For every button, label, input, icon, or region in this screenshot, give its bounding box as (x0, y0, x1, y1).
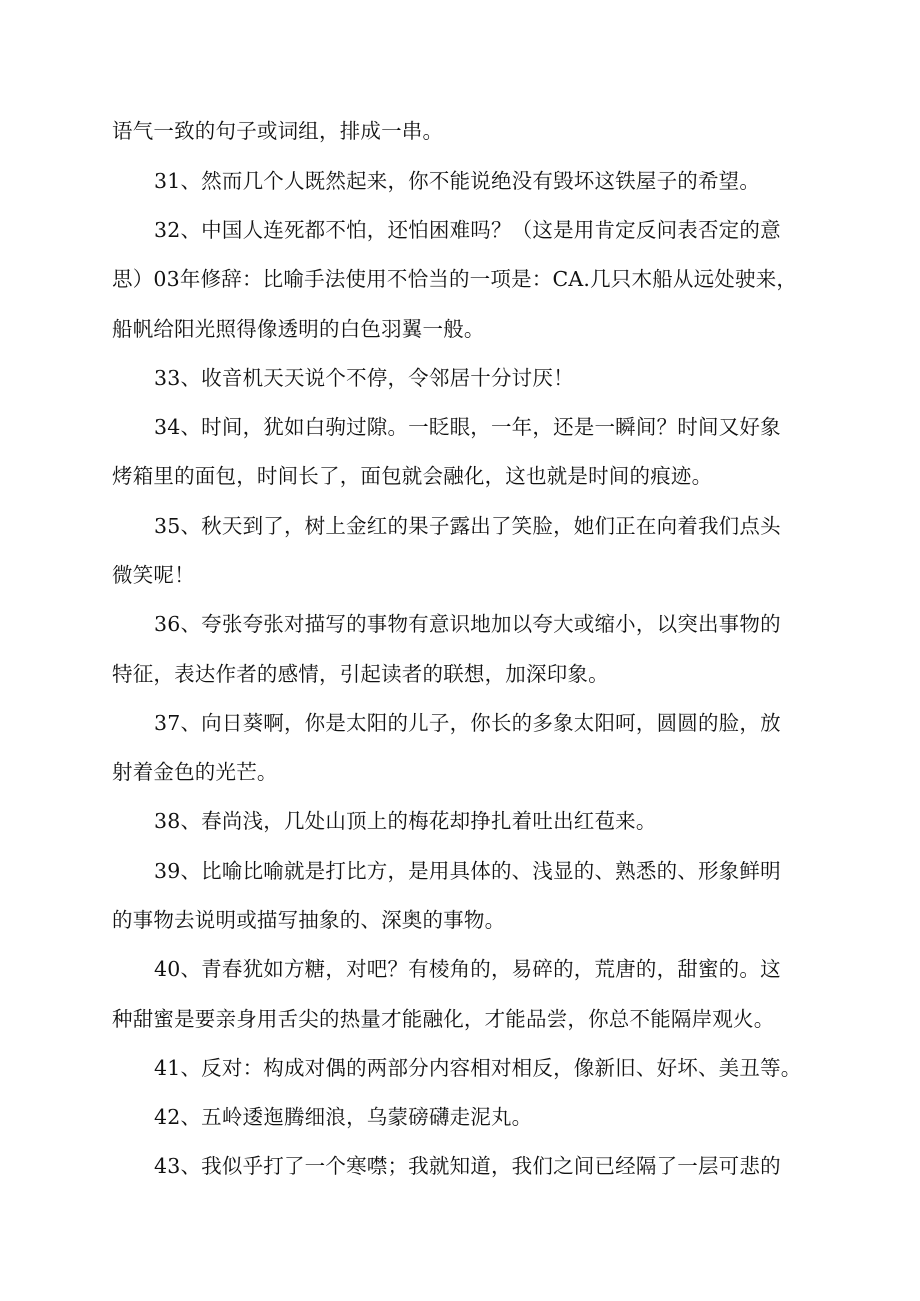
text-line: 31、然而几个人既然起来，你不能说绝没有毁坏这铁屋子的希望。 (154, 169, 761, 193)
text-line: 特征，表达作者的感情，引起读者的联想，加深印象。 (112, 662, 609, 686)
text-line: 40、青春犹如方糖，对吧？有棱角的，易碎的，荒唐的，甜蜜的。这 (154, 957, 781, 981)
text-line: 微笑呢！ (112, 563, 195, 587)
text-line: 33、收音机天天说个不停，令邻居十分讨厌！ (154, 366, 574, 390)
text-line: 思）03年修辞：比喻手法使用不恰当的一项是：CA.几只木船从远处驶来， (112, 267, 798, 291)
text-line: 语气一致的句子或词组，排成一串。 (112, 119, 444, 143)
text-line: 种甜蜜是要亲身用舌尖的热量才能融化，才能品尝，你总不能隔岸观火。 (112, 1007, 775, 1031)
text-line: 37、向日葵啊，你是太阳的儿子，你长的多象太阳呵，圆圆的脸，放 (154, 711, 781, 735)
text-line: 39、比喻比喻就是打比方，是用具体的、浅显的、熟悉的、形象鲜明 (154, 859, 781, 883)
text-line: 32、中国人连死都不怕，还怕困难吗？（这是用肯定反问表否定的意 (154, 218, 781, 242)
text-line: 35、秋天到了，树上金红的果子露出了笑脸，她们正在向着我们点头 (154, 514, 781, 538)
text-line: 43、我似乎打了一个寒噤；我就知道，我们之间已经隔了一层可悲的 (154, 1154, 781, 1178)
text-line: 38、春尚浅，几处山顶上的梅花却挣扎着吐出红苞来。 (154, 809, 657, 833)
text-line: 41、反对：构成对偶的两部分内容相对相反，像新旧、好坏、美丑等。 (154, 1056, 802, 1080)
text-line: 34、时间，犹如白驹过隙。一眨眼，一年，还是一瞬间？时间又好象 (154, 415, 781, 439)
text-line: 烤箱里的面包，时间长了，面包就会融化，这也就是时间的痕迹。 (112, 464, 713, 488)
text-line: 36、夸张夸张对描写的事物有意识地加以夸大或缩小，以突出事物的 (154, 612, 781, 636)
text-line: 的事物去说明或描写抽象的、深奥的事物。 (112, 908, 506, 932)
text-line: 射着金色的光芒。 (112, 760, 278, 784)
text-line: 船帆给阳光照得像透明的白色羽翼一般。 (112, 317, 485, 341)
text-line: 42、五岭逶迤腾细浪，乌蒙磅礴走泥丸。 (154, 1105, 533, 1129)
